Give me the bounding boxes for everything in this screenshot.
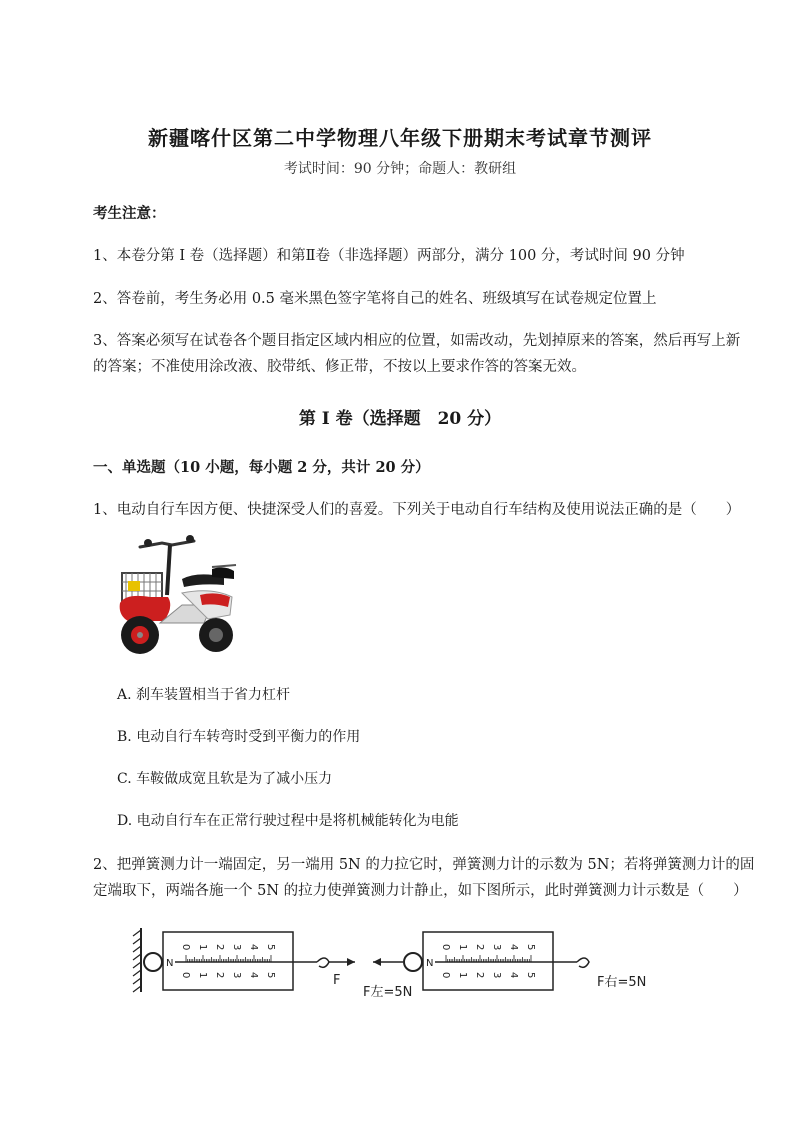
right-tick-5b: 5 [525, 972, 536, 979]
part-heading: 一、单选题（10 小题，每小题 2 分，共计 20 分） [93, 459, 430, 476]
right-tick-1: 1 [457, 944, 468, 951]
right-pull-label: F右=5N [597, 975, 647, 990]
q1-option-a: A. 刹车装置相当于省力杠杆 [117, 687, 291, 703]
right-tick-0b: 0 [440, 972, 451, 979]
right-tick-3: 3 [491, 944, 502, 951]
q1-option-c: C. 车鞍做成宽且软是为了减小压力 [117, 771, 333, 787]
q1-option-b: B. 电动自行车转弯时受到平衡力的作用 [117, 729, 361, 745]
right-tick-2b: 2 [474, 972, 485, 979]
electric-bike-image [112, 535, 242, 660]
left-force-label: F [333, 973, 341, 988]
left-tick-1: 1 [197, 944, 208, 951]
right-tick-2: 2 [474, 944, 485, 951]
left-tick-3b: 3 [231, 972, 242, 979]
notice-item-3-cont: 的答案；不准使用涂改液、胶带纸、修正带，不按以上要求作答的答案无效。 [93, 359, 586, 375]
notice-item-3: 3、答案必须写在试卷各个题目指定区域内相应的位置，如需改动，先划掉原来的答案，然后再写上新 [93, 333, 741, 349]
right-tick-4b: 4 [508, 972, 519, 979]
left-tick-5: 5 [265, 944, 276, 951]
left-tick-1b: 1 [197, 972, 208, 979]
notice-item-1: 1、本卷分第 I 卷（选择题）和第Ⅱ卷（非选择题）两部分，满分 100 分，考试时间 90 分钟 [93, 248, 685, 264]
page-title: 新疆喀什区第二中学物理八年级下册期末考试章节测评 [148, 126, 652, 150]
right-tick-1b: 1 [457, 972, 468, 979]
left-pull-label: F左=5N [363, 985, 413, 1000]
right-tick-5: 5 [525, 944, 536, 951]
right-tick-4: 4 [508, 944, 519, 951]
question-2-stem: 2、把弹簧测力计一端固定，另一端用 5N 的力拉它时，弹簧测力计的示数为 5N；若将弹簧测力计的固 [93, 857, 755, 873]
right-tick-0: 0 [440, 944, 451, 951]
notice-item-2: 2、答卷前，考生务必用 0.5 毫米黑色签字笔将自己的姓名、班级填写在试卷规定位置上 [93, 291, 657, 307]
question-1-stem: 1、电动自行车因方便、快捷深受人们的喜爱。下列关于电动自行车结构及使用说法正确的是（ ） [93, 502, 741, 518]
left-tick-5b: 5 [265, 972, 276, 979]
section-title: 第 I 卷（选择题 20 分） [298, 409, 502, 429]
q1-option-d: D. 电动自行车在正常行驶过程中是将机械能转化为电能 [117, 813, 459, 829]
left-tick-2b: 2 [214, 972, 225, 979]
left-tick-4b: 4 [248, 972, 259, 979]
left-tick-2: 2 [214, 944, 225, 951]
svg-text:N: N [166, 958, 174, 969]
spring-scale-figure [125, 922, 655, 1002]
page-subtitle: 考试时间：90 分钟；命题人：教研组 [283, 161, 517, 177]
left-tick-4: 4 [248, 944, 259, 951]
notice-heading: 考生注意： [93, 205, 166, 222]
left-tick-0: 0 [180, 944, 191, 951]
left-tick-0b: 0 [180, 972, 191, 979]
left-scale-ticks [186, 955, 271, 962]
svg-text:N: N [426, 958, 434, 969]
right-tick-3b: 3 [491, 972, 502, 979]
left-tick-3: 3 [231, 944, 242, 951]
question-2-stem-cont: 定端取下，两端各施一个 5N 的拉力使弹簧测力计静止，如下图所示，此时弹簧测力计示数是（ ） [93, 883, 748, 899]
right-scale-ticks [446, 955, 531, 962]
